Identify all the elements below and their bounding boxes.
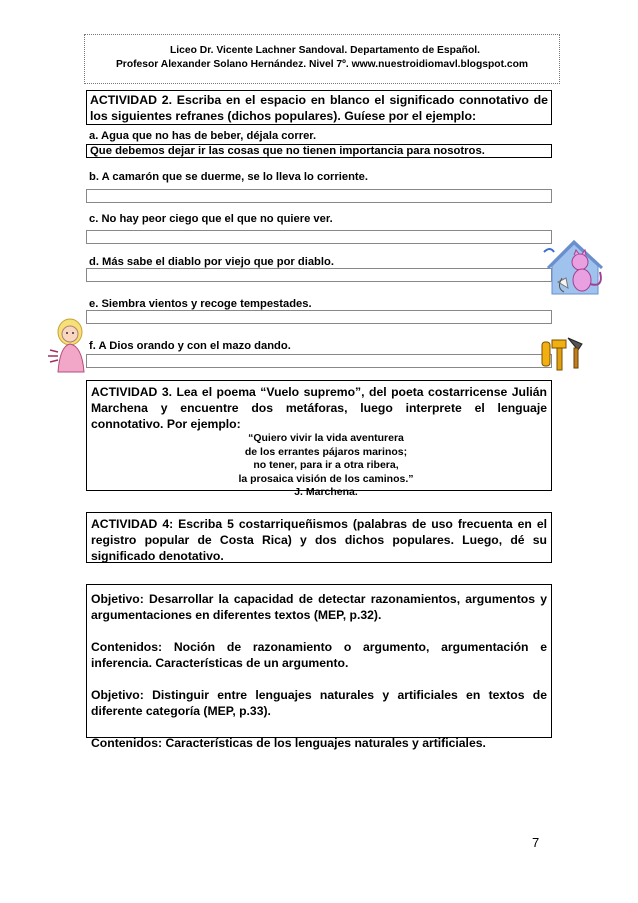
girl-doll-clipart xyxy=(46,316,92,374)
objectives-box xyxy=(86,584,552,750)
proverb-c: c. No hay peor ciego que el que no quiere ver. xyxy=(89,213,333,225)
answer-c-field[interactable] xyxy=(86,230,552,244)
poem-line: de los errantes pájaros marinos; xyxy=(244,445,408,458)
proverb-e: e. Siembra vientos y recoge tempestades. xyxy=(89,298,312,310)
answer-f-field[interactable] xyxy=(86,354,552,368)
poem-excerpt xyxy=(105,432,547,500)
header-teacher-line: Profesor Alexander Solano Hernández. Nivel 7º. www.nuestroidiomavl.blogspot.com xyxy=(115,59,529,70)
answer-e-field[interactable] xyxy=(86,310,552,324)
devil-cat-clipart xyxy=(538,238,610,304)
header-school-line: Liceo Dr. Vicente Lachner Sandoval. Departamento de Español. xyxy=(170,45,480,56)
activity-4-instructions: ACTIVIDAD 4: Escriba 5 costarriqueñismos (palabras de uso frecuenta en el registro popular de Costa Rica) y dos dichos populares. Luego, dé su significado denotativo. xyxy=(86,512,552,563)
proverb-a: a. Agua que no has de beber, déjala correr. xyxy=(89,130,317,142)
proverb-b: b. A camarón que se duerme, se lo lleva lo corriente. xyxy=(89,171,368,183)
answer-b-field[interactable] xyxy=(86,189,552,203)
objective-2: Objetivo: Distinguir entre lenguajes naturales y artificiales en textos de diferente categoría (MEP, p.33). xyxy=(91,688,547,718)
hammer-tool-clipart xyxy=(540,336,586,372)
page-number: 7 xyxy=(532,835,540,850)
contents-1: Contenidos: Noción de razonamiento o argumento, argumentación e inferencia. Características de un argumento. xyxy=(91,640,547,670)
poem-line: la prosaica visión de los caminos.” xyxy=(238,472,414,485)
proverb-f: f. A Dios orando y con el mazo dando. xyxy=(89,340,291,352)
poem-line: no tener, para ir a otra ribera, xyxy=(253,459,399,471)
proverb-d: d. Más sabe el diablo por viejo que por diablo. xyxy=(89,256,334,268)
poem-author: J. Marchena. xyxy=(294,486,358,498)
poem-line: “Quiero vivir la vida aventurera xyxy=(248,432,404,444)
contents-2: Contenidos: Características de los lenguajes naturales y artificiales. xyxy=(91,736,486,750)
document-header xyxy=(84,34,560,84)
answer-a: Que debemos dejar ir las cosas que no tienen importancia para nosotros. xyxy=(86,144,552,158)
activity-3-instructions: ACTIVIDAD 3. Lea el poema “Vuelo supremo”, del poeta costarricense Julián Marchena y encuentre dos metáforas, luego interprete el lenguaje connotativo. Por ejemplo: xyxy=(91,385,547,431)
objective-1: Objetivo: Desarrollar la capacidad de detectar razonamientos, argumentos y argumentaciones en diferentes textos (MEP, p.32). xyxy=(91,592,547,622)
answer-d-field[interactable] xyxy=(86,268,552,282)
activity-3-box xyxy=(86,380,552,498)
activity-2-instructions: ACTIVIDAD 2. Escriba en el espacio en blanco el significado connotativo de los siguientes refranes (dichos populares). Guíese por el ejemplo: xyxy=(86,90,552,125)
